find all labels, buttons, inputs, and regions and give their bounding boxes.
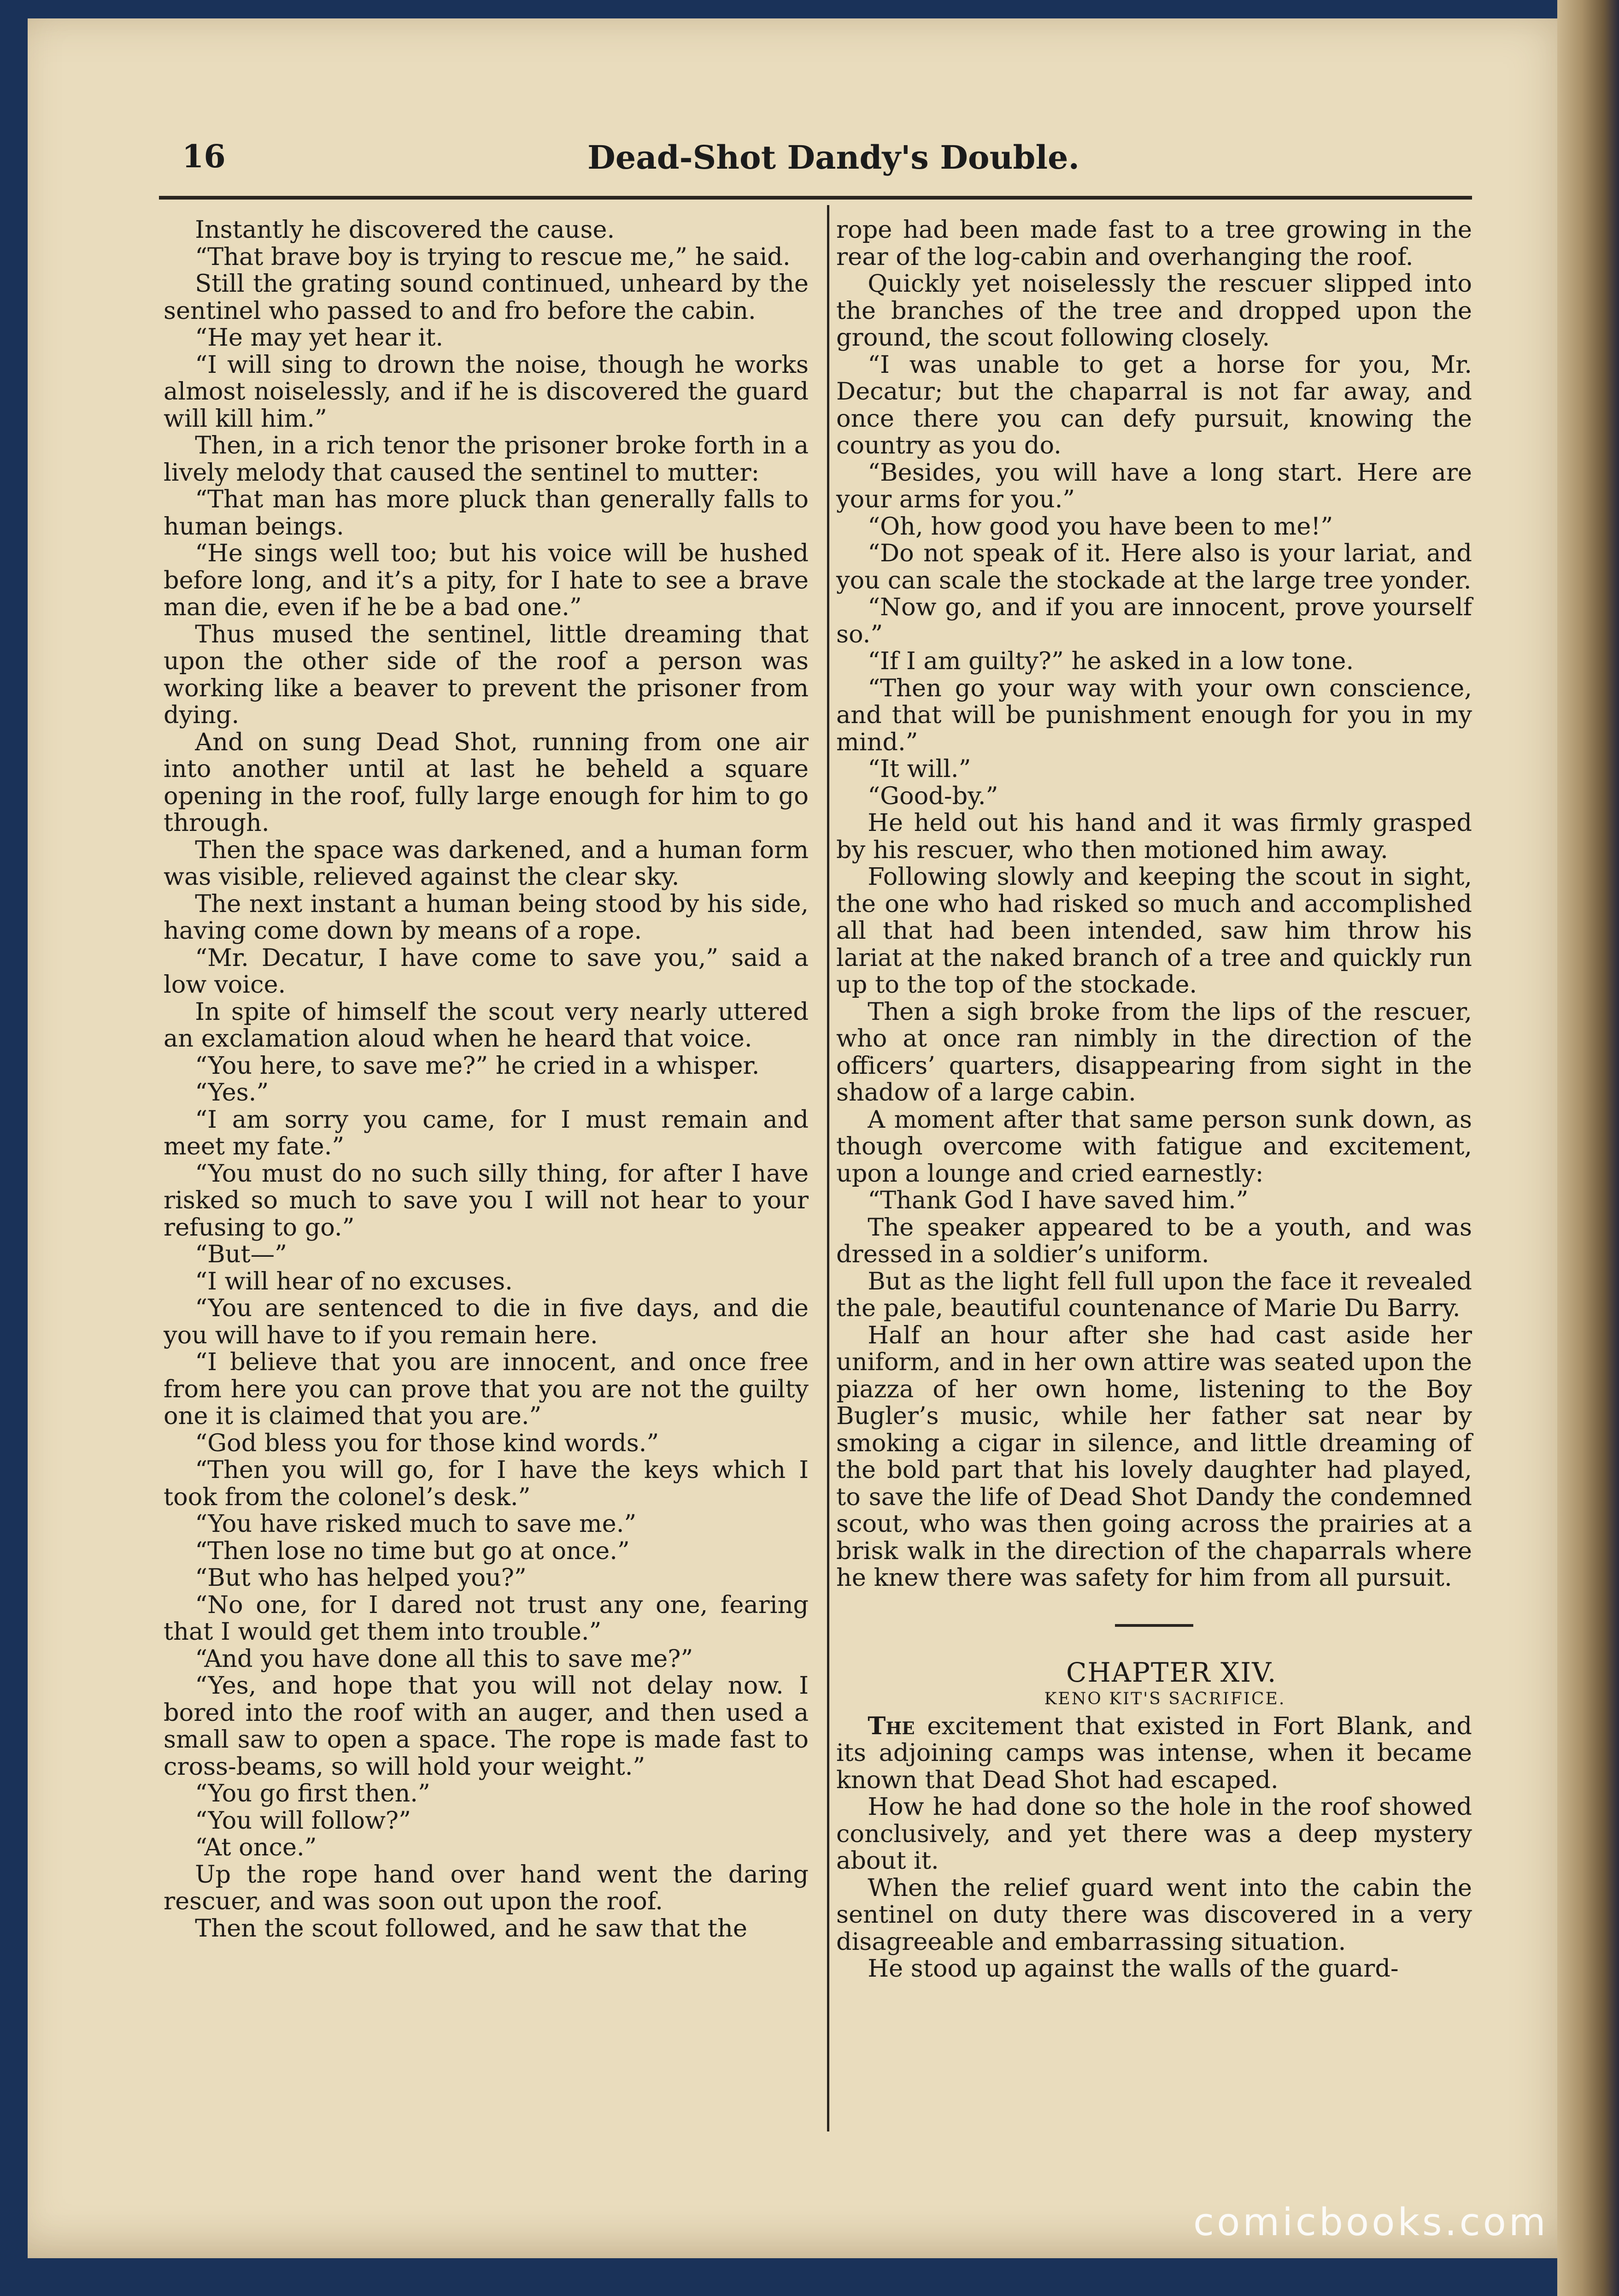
paragraph: Then, in a rich tenor the prisoner broke forth in a lively melody that caused the sentinel to mutter:: [164, 431, 809, 487]
chapter-break-rule: [1115, 1624, 1193, 1627]
paragraph: “Yes.”: [195, 1078, 269, 1107]
paragraph: “At once.”: [195, 1833, 317, 1861]
header-rule: [159, 196, 1472, 200]
page-number: 16: [182, 138, 226, 175]
chapter-title: CHAPTER XIV.: [1066, 1656, 1277, 1688]
paragraph: “If I am guilty?” he asked in a low tone.: [868, 647, 1354, 675]
paragraph: “I believe that you are innocent, and once free from here you can prove that you are not the guilty one it is claimed that you are.”: [164, 1348, 809, 1430]
paragraph: How he had done so the hole in the roof showed conclusively, and yet there was a deep mystery about it.: [836, 1793, 1472, 1875]
paragraph: Then the scout followed, and he saw that the: [195, 1914, 747, 1943]
paragraph: “Then go your way with your own conscience, and that will be punishment enough for you in my mind.”: [836, 674, 1472, 756]
paragraph: “I am sorry you came, for I must remain and meet my fate.”: [164, 1105, 809, 1160]
paragraph: “Thank God I have saved him.”: [868, 1186, 1249, 1214]
paragraph: Half an hour after she had cast aside her uniform, and in her own attire was seated upon the piazza of her own home, listening to the Boy Bugler’s music, while her father sat near by smoking a cigar in silence, and little dreaming of the bold part that his lovely daughter had played, to save the life of Dead Shot Dandy the condemned scout, who was then going across the prairies at a brisk walk in the direction of the chaparrals where he knew there was safety for him from all pursuit.: [836, 1321, 1472, 1592]
paragraph: Quickly yet noiselessly the rescuer slipped into the branches of the tree and dropped upon the ground, the scout following closely.: [836, 270, 1472, 352]
paragraph: When the relief guard went into the cabin the sentinel on duty there was discovered in a very disagreeable and embarrassing situation.: [836, 1873, 1472, 1956]
page-header: [182, 138, 1472, 189]
paragraph: The next instant a human being stood by his side, having come down by means of a rope.: [164, 889, 809, 945]
chapter-first-paragraph-text: excitement that existed in Fort Blank, and its adjoining camps was intense, when it became known that Dead Shot had escaped.: [836, 1712, 1472, 1794]
paragraph: “But who has helped you?”: [195, 1564, 527, 1592]
paragraph: “You must do no such silly thing, for after I have risked so much to save you I will not hear to your refusing to go.”: [164, 1159, 809, 1242]
paragraph: The speaker appeared to be a youth, and was dressed in a soldier’s uniform.: [836, 1213, 1472, 1268]
paragraph: “Do not speak of it. Here also is your lariat, and you can scale the stockade at the large tree yonder.: [836, 539, 1472, 595]
paragraph: “Mr. Decatur, I have come to save you,” said a low voice.: [164, 943, 809, 999]
watermark: comicbooks.com: [1193, 2201, 1549, 2244]
paragraph: Thus mused the sentinel, little dreaming that upon the other side of the roof a person was working like a beaver to prevent the prisoner from dying.: [164, 620, 809, 729]
paragraph: “It will.”: [868, 755, 971, 783]
paragraph: “That brave boy is trying to rescue me,” he said.: [195, 242, 791, 271]
paragraph: “God bless you for those kind words.”: [195, 1429, 659, 1457]
chapter-subtitle: KENO KIT'S SACRIFICE.: [1044, 1690, 1286, 1708]
paragraph: Then a sigh broke from the lips of the rescuer, who at once ran nimbly in the direction of the officers’ quarters, disappearing from sight in the shadow of a large cabin.: [836, 997, 1472, 1107]
paragraph: “You have risked much to save me.”: [195, 1510, 637, 1538]
running-title: Dead-Shot Dandy's Double.: [587, 138, 1079, 177]
paragraph: “And you have done all this to save me?”: [195, 1644, 693, 1673]
paragraph: Following slowly and keeping the scout in sight, the one who had risked so much and accomplished all that had been intended, saw him throw his lariat at the naked branch of a tree and quickly run up to the top of the stockade.: [836, 863, 1472, 999]
paragraph: “I will hear of no excuses.: [195, 1267, 513, 1295]
paragraph: Instantly he discovered the cause.: [195, 216, 615, 244]
chapter-first-paragraph: [836, 1713, 1472, 1794]
paragraph: “Now go, and if you are innocent, prove yourself so.”: [836, 593, 1472, 648]
paragraph: Then the space was darkened, and a human form was visible, relieved against the clear sky.: [164, 836, 809, 891]
column-divider: [827, 205, 829, 2131]
chapter-first-word: The: [868, 1712, 915, 1740]
paragraph: “Oh, how good you have been to me!”: [868, 512, 1333, 541]
paragraph: “I will sing to drown the noise, though he works almost noiselessly, and if he is discovered the guard will kill him.”: [164, 350, 809, 433]
paragraph: “You will follow?”: [195, 1806, 411, 1835]
paragraph: A moment after that same person sunk down, as though overcome with fatigue and excitement, upon a lounge and cried earnestly:: [836, 1105, 1472, 1188]
paragraph: “Then you will go, for I have the keys which I took from the colonel’s desk.”: [164, 1456, 809, 1511]
paragraph: “Good-by.”: [868, 782, 998, 810]
paragraph: “Then lose no time but go at once.”: [195, 1537, 630, 1565]
paragraph: Still the grating sound continued, unheard by the sentinel who passed to and fro before the cabin.: [164, 270, 809, 325]
paragraph: Up the rope hand over hand went the daring rescuer, and was soon out upon the roof.: [164, 1860, 809, 1915]
paragraph: “No one, for I dared not trust any one, fearing that I would get them into trouble.”: [164, 1590, 809, 1646]
paragraph: “You here, to save me?” he cried in a whisper.: [195, 1051, 760, 1080]
paragraph: “You go first then.”: [195, 1779, 430, 1807]
left-column: [164, 217, 809, 1942]
paragraph: rope had been made fast to a tree growing in the rear of the log-cabin and overhanging the roof.: [836, 216, 1472, 271]
paragraph: “He may yet hear it.: [195, 324, 444, 352]
paragraph: In spite of himself the scout very nearly uttered an exclamation aloud when he heard that voice.: [164, 997, 809, 1053]
paragraph: “You are sentenced to die in five days, and die you will have to if you remain here.: [164, 1294, 809, 1349]
right-column: [836, 217, 1472, 1983]
paragraph: He stood up against the walls of the guard-: [868, 1955, 1399, 1983]
chapter-paragraphs: [836, 1794, 1472, 1983]
paragraph: He held out his hand and it was firmly grasped by his rescuer, who then motioned him away.: [836, 809, 1472, 864]
paragraph: “Besides, you will have a long start. Here are your arms for you.”: [836, 458, 1472, 513]
paragraph: And on sung Dead Shot, running from one air into another until at last he beheld a square opening in the roof, fully large enough for him to go through.: [164, 728, 809, 837]
paragraph: “That man has more pluck than generally falls to human beings.: [164, 485, 809, 541]
right-column-paragraphs: [836, 217, 1472, 1592]
paragraph: “Yes, and hope that you will not delay now. I bored into the roof with an auger, and then used a small saw to open a space. The rope is made fast to cross-beams, so will hold your weight.”: [164, 1672, 809, 1781]
paragraph: “He sings well too; but his voice will be hushed before long, and it’s a pity, for I hate to see a brave man die, even if he be a bad one.”: [164, 539, 809, 621]
book-spine: [1557, 0, 1619, 2296]
paragraph: “But—”: [195, 1240, 287, 1268]
paragraph: But as the light fell full upon the face it revealed the pale, beautiful countenance of Marie Du Barry.: [836, 1267, 1472, 1322]
paragraph: “I was unable to get a horse for you, Mr. Decatur; but the chaparral is not far away, and once there you can defy pursuit, knowing the country as you do.: [836, 350, 1472, 459]
